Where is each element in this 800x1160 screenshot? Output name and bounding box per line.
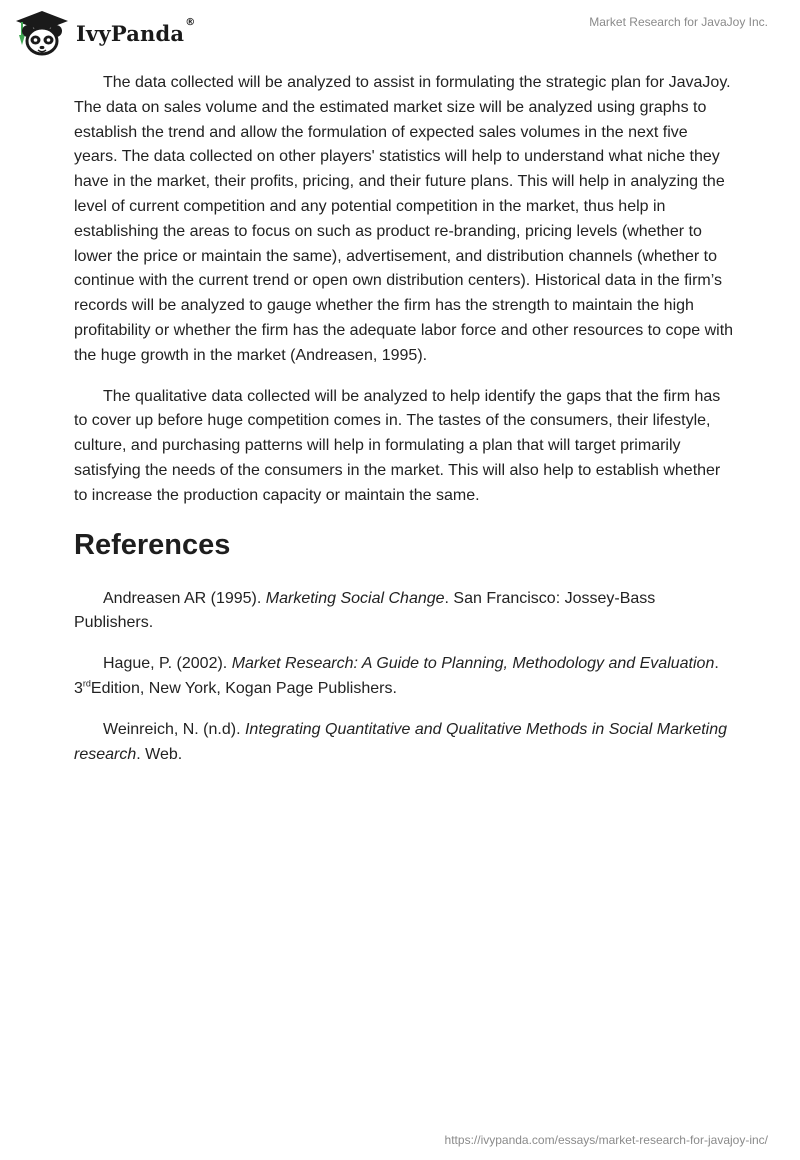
page-header (0, 0, 800, 64)
footer-url-link[interactable]: https://ivypanda.com/essays/market-research-for-javajoy-inc/ (444, 1133, 768, 1147)
reference-title: Integrating Quantitative and Qualitative Methods in Social Marketing research (74, 720, 728, 763)
body-paragraph: The data collected will be analyzed to assist in formulating the strategic plan for JavaJoy. The data on sales volume and the estimated market size will be analyzed using graphs to establish the trend and allow the formulation of expected sales volumes in the next five years. The data collected on other players' statistics will help to understand what niche they have in the market, their profits, pricing, and their future plans. This will help in analyzing the level of current competition and any potential competition in the market, thus help in establishing the areas to focus on such as product re-branding, pricing levels (whether to lower the price or maintain the same), advertisement, and distribution channels (whether to continue with the current trend or open own distribution centers). Historical data in the firm’s records will be analyzed to gauge whether the firm has the strength to maintain the high profitability or whether the firm has the adequate labor force and other resources to cope with the huge growth in the market (Andreasen, 1995). (74, 74, 734, 364)
reference-title: Marketing Social Change (265, 589, 445, 607)
reference-item: Hague, P. (2002). Market Research: A Guide to Planning, Methodology and Evaluation. 3rdEdition, New York, Kogan Page Publishers. (74, 655, 719, 697)
panda-graduate-icon (14, 9, 70, 57)
essay-body (74, 71, 734, 783)
reference-item: Weinreich, N. (n.d). Integrating Quantitative and Qualitative Methods in Social Marketing research. Web. (74, 720, 728, 763)
logo-wordmark: IvyPanda® (76, 16, 196, 46)
registered-mark: ® (185, 16, 196, 28)
ivypanda-logo[interactable] (14, 8, 195, 58)
references-heading: References (74, 528, 231, 561)
superscript: rd (82, 678, 91, 689)
reference-title: Market Research: A Guide to Planning, Methodology and Evaluation (231, 655, 715, 673)
running-title: Market Research for JavaJoy Inc. (589, 15, 768, 29)
reference-item: Andreasen AR (1995). Marketing Social Change. San Francisco: Jossey-Bass Publishers. (74, 589, 656, 632)
body-paragraph: The qualitative data collected will be analyzed to help identify the gaps that the firm has to cover up before huge competition comes in. The tastes of the consumers, their lifestyle, culture, and purchasing patterns will help in formulating a plan that will target primarily satisfying the needs of the consumers in the market. This will also help to establish whether to increase the production capacity or maintain the same. (74, 387, 721, 504)
